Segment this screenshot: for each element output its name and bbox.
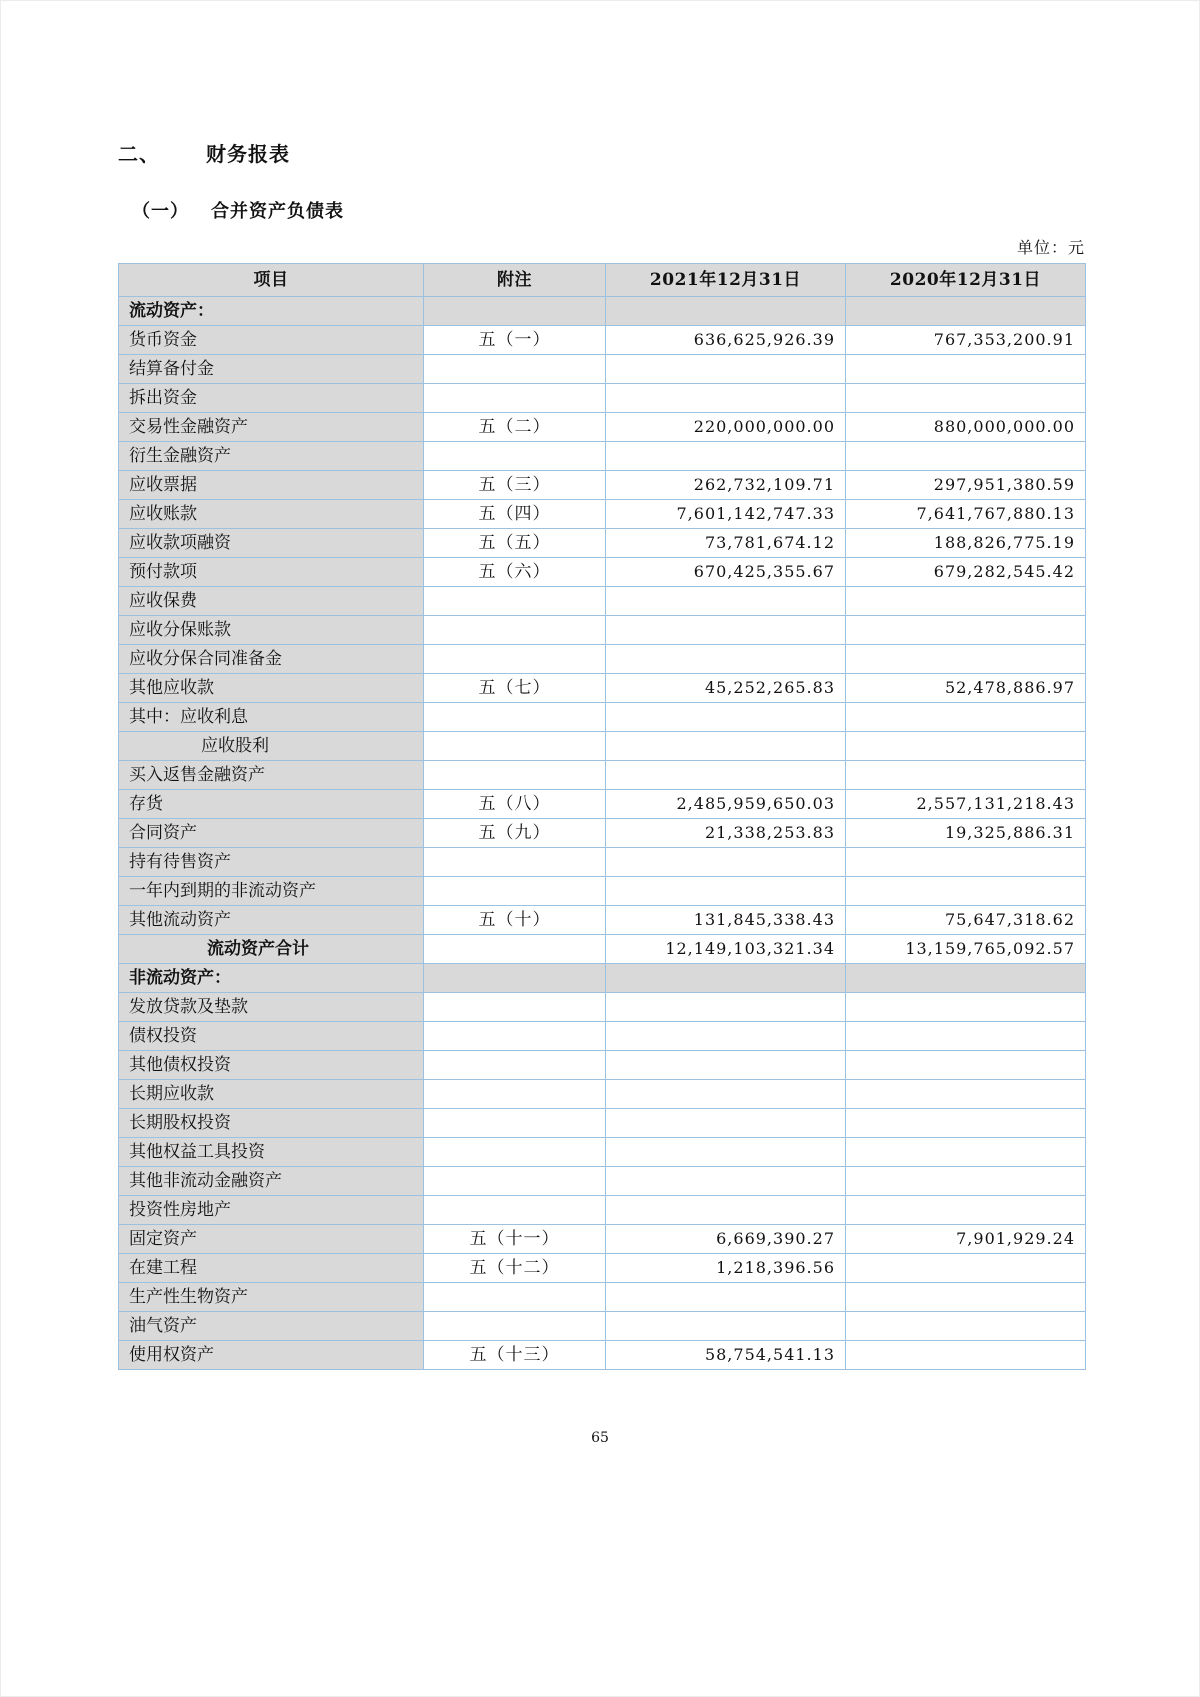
item-cell: 合同资产 bbox=[119, 819, 424, 848]
note-cell: 五（四） bbox=[424, 500, 606, 529]
table-row bbox=[119, 1312, 1086, 1341]
table-row bbox=[119, 1196, 1086, 1225]
item-cell: 预付款项 bbox=[119, 558, 424, 587]
value-2021-cell: 12,149,103,321.34 bbox=[606, 935, 846, 964]
note-cell bbox=[424, 1109, 606, 1138]
item-cell: 应收分保合同准备金 bbox=[119, 645, 424, 674]
note-cell bbox=[424, 1312, 606, 1341]
note-cell bbox=[424, 1283, 606, 1312]
value-2021-cell: 21,338,253.83 bbox=[606, 819, 846, 848]
table-row bbox=[119, 1080, 1086, 1109]
item-cell: 生产性生物资产 bbox=[119, 1283, 424, 1312]
total-row bbox=[119, 935, 1086, 964]
value-2020-cell: 297,951,380.59 bbox=[846, 471, 1086, 500]
item-cell: 流动资产合计 bbox=[119, 935, 424, 964]
value-2021-cell bbox=[606, 1283, 846, 1312]
value-2020-cell bbox=[846, 877, 1086, 906]
note-cell bbox=[424, 442, 606, 471]
note-cell bbox=[424, 645, 606, 674]
item-cell: 应收账款 bbox=[119, 500, 424, 529]
balance-sheet-table bbox=[118, 263, 1086, 1370]
table-row bbox=[119, 848, 1086, 877]
item-cell: 应收股利 bbox=[119, 732, 424, 761]
note-cell bbox=[424, 355, 606, 384]
value-2020-cell bbox=[846, 1138, 1086, 1167]
value-2020-cell bbox=[846, 1080, 1086, 1109]
value-2021-cell bbox=[606, 703, 846, 732]
item-cell: 衍生金融资产 bbox=[119, 442, 424, 471]
item-cell: 应收分保账款 bbox=[119, 616, 424, 645]
value-2020-cell: 75,647,318.62 bbox=[846, 906, 1086, 935]
item-cell: 流动资产： bbox=[119, 297, 424, 326]
value-2021-cell: 58,754,541.13 bbox=[606, 1341, 846, 1370]
value-2021-cell: 220,000,000.00 bbox=[606, 413, 846, 442]
value-2020-cell bbox=[846, 993, 1086, 1022]
value-2020-cell: 52,478,886.97 bbox=[846, 674, 1086, 703]
table-row bbox=[119, 558, 1086, 587]
subsection-number: （一） bbox=[132, 201, 189, 222]
item-cell: 其他非流动金融资产 bbox=[119, 1167, 424, 1196]
item-cell: 固定资产 bbox=[119, 1225, 424, 1254]
value-2020-cell bbox=[846, 1254, 1086, 1283]
section-row bbox=[119, 297, 1086, 326]
value-2020-cell bbox=[846, 297, 1086, 326]
item-cell: 其中：应收利息 bbox=[119, 703, 424, 732]
value-2020-cell: 19,325,886.31 bbox=[846, 819, 1086, 848]
table-row bbox=[119, 413, 1086, 442]
value-2021-cell bbox=[606, 1196, 846, 1225]
subsection-heading bbox=[132, 197, 344, 223]
value-2021-cell bbox=[606, 442, 846, 471]
note-cell bbox=[424, 1051, 606, 1080]
note-cell bbox=[424, 297, 606, 326]
table-row bbox=[119, 732, 1086, 761]
table-row bbox=[119, 1167, 1086, 1196]
note-cell bbox=[424, 587, 606, 616]
item-cell: 存货 bbox=[119, 790, 424, 819]
note-cell: 五（六） bbox=[424, 558, 606, 587]
value-2020-cell bbox=[846, 1312, 1086, 1341]
value-2020-cell bbox=[846, 703, 1086, 732]
value-2020-cell bbox=[846, 964, 1086, 993]
value-2021-cell bbox=[606, 964, 846, 993]
item-cell: 应收款项融资 bbox=[119, 529, 424, 558]
value-2020-cell: 767,353,200.91 bbox=[846, 326, 1086, 355]
value-2020-cell bbox=[846, 616, 1086, 645]
note-cell bbox=[424, 616, 606, 645]
value-2021-cell bbox=[606, 1138, 846, 1167]
value-2021-cell bbox=[606, 993, 846, 1022]
item-cell: 拆出资金 bbox=[119, 384, 424, 413]
value-2021-cell: 7,601,142,747.33 bbox=[606, 500, 846, 529]
value-2021-cell: 73,781,674.12 bbox=[606, 529, 846, 558]
section-heading bbox=[118, 138, 290, 167]
table-row bbox=[119, 703, 1086, 732]
value-2020-cell bbox=[846, 1196, 1086, 1225]
note-cell bbox=[424, 703, 606, 732]
note-cell: 五（九） bbox=[424, 819, 606, 848]
value-2020-cell: 679,282,545.42 bbox=[846, 558, 1086, 587]
note-cell: 五（三） bbox=[424, 471, 606, 500]
value-2021-cell: 45,252,265.83 bbox=[606, 674, 846, 703]
value-2020-cell bbox=[846, 1341, 1086, 1370]
table-row bbox=[119, 471, 1086, 500]
balance-sheet-body bbox=[119, 297, 1086, 1370]
value-2020-cell: 7,901,929.24 bbox=[846, 1225, 1086, 1254]
item-cell: 在建工程 bbox=[119, 1254, 424, 1283]
value-2021-cell bbox=[606, 355, 846, 384]
value-2021-cell bbox=[606, 1022, 846, 1051]
value-2020-cell bbox=[846, 355, 1086, 384]
table-row bbox=[119, 761, 1086, 790]
value-2020-cell bbox=[846, 442, 1086, 471]
note-cell: 五（五） bbox=[424, 529, 606, 558]
table-row bbox=[119, 906, 1086, 935]
value-2020-cell bbox=[846, 384, 1086, 413]
value-2020-cell bbox=[846, 587, 1086, 616]
note-cell bbox=[424, 877, 606, 906]
item-cell: 一年内到期的非流动资产 bbox=[119, 877, 424, 906]
note-cell: 五（八） bbox=[424, 790, 606, 819]
item-cell: 长期股权投资 bbox=[119, 1109, 424, 1138]
note-cell bbox=[424, 1080, 606, 1109]
table-row bbox=[119, 1109, 1086, 1138]
table-row bbox=[119, 674, 1086, 703]
table-row bbox=[119, 1051, 1086, 1080]
value-2021-cell bbox=[606, 1109, 846, 1138]
value-2021-cell bbox=[606, 297, 846, 326]
value-2020-cell bbox=[846, 732, 1086, 761]
item-cell: 其他应收款 bbox=[119, 674, 424, 703]
note-cell bbox=[424, 848, 606, 877]
note-cell bbox=[424, 1196, 606, 1225]
value-2021-cell bbox=[606, 1051, 846, 1080]
item-cell: 油气资产 bbox=[119, 1312, 424, 1341]
section-number: 二、 bbox=[118, 142, 160, 166]
column-header-2021: 2021年12月31日 bbox=[606, 264, 846, 297]
table-row bbox=[119, 1283, 1086, 1312]
table-row bbox=[119, 384, 1086, 413]
value-2021-cell: 670,425,355.67 bbox=[606, 558, 846, 587]
note-cell: 五（二） bbox=[424, 413, 606, 442]
value-2021-cell bbox=[606, 1167, 846, 1196]
note-cell bbox=[424, 1138, 606, 1167]
item-cell: 买入返售金融资产 bbox=[119, 761, 424, 790]
value-2020-cell bbox=[846, 1022, 1086, 1051]
note-cell: 五（七） bbox=[424, 674, 606, 703]
value-2021-cell bbox=[606, 1312, 846, 1341]
note-cell bbox=[424, 993, 606, 1022]
value-2020-cell bbox=[846, 1167, 1086, 1196]
table-row bbox=[119, 1022, 1086, 1051]
note-cell bbox=[424, 761, 606, 790]
value-2021-cell: 262,732,109.71 bbox=[606, 471, 846, 500]
note-cell: 五（十一） bbox=[424, 1225, 606, 1254]
item-cell: 其他流动资产 bbox=[119, 906, 424, 935]
table-row bbox=[119, 877, 1086, 906]
item-cell: 债权投资 bbox=[119, 1022, 424, 1051]
item-cell: 其他债权投资 bbox=[119, 1051, 424, 1080]
value-2020-cell: 7,641,767,880.13 bbox=[846, 500, 1086, 529]
item-cell: 投资性房地产 bbox=[119, 1196, 424, 1225]
value-2020-cell bbox=[846, 1283, 1086, 1312]
value-2020-cell bbox=[846, 761, 1086, 790]
value-2020-cell: 2,557,131,218.43 bbox=[846, 790, 1086, 819]
value-2020-cell: 188,826,775.19 bbox=[846, 529, 1086, 558]
note-cell bbox=[424, 732, 606, 761]
value-2020-cell bbox=[846, 645, 1086, 674]
item-cell: 持有待售资产 bbox=[119, 848, 424, 877]
value-2021-cell bbox=[606, 616, 846, 645]
item-cell: 非流动资产： bbox=[119, 964, 424, 993]
section-title: 财务报表 bbox=[206, 142, 290, 166]
value-2021-cell bbox=[606, 645, 846, 674]
value-2020-cell bbox=[846, 1051, 1086, 1080]
value-2021-cell bbox=[606, 848, 846, 877]
item-cell: 应收保费 bbox=[119, 587, 424, 616]
value-2020-cell bbox=[846, 1109, 1086, 1138]
note-cell bbox=[424, 384, 606, 413]
table-row bbox=[119, 819, 1086, 848]
column-header-2020: 2020年12月31日 bbox=[846, 264, 1086, 297]
column-header-item: 项目 bbox=[119, 264, 424, 297]
page-number: 65 bbox=[591, 1430, 609, 1446]
item-cell: 长期应收款 bbox=[119, 1080, 424, 1109]
table-row bbox=[119, 500, 1086, 529]
note-cell: 五（一） bbox=[424, 326, 606, 355]
value-2020-cell: 880,000,000.00 bbox=[846, 413, 1086, 442]
table-row bbox=[119, 645, 1086, 674]
table-row bbox=[119, 1138, 1086, 1167]
value-2021-cell: 2,485,959,650.03 bbox=[606, 790, 846, 819]
value-2021-cell: 6,669,390.27 bbox=[606, 1225, 846, 1254]
unit-label: 单位：元 bbox=[1016, 238, 1085, 257]
table-row bbox=[119, 616, 1086, 645]
table-header-row bbox=[119, 264, 1086, 297]
note-cell bbox=[424, 964, 606, 993]
table-row bbox=[119, 326, 1086, 355]
note-cell bbox=[424, 1022, 606, 1051]
value-2020-cell: 13,159,765,092.57 bbox=[846, 935, 1086, 964]
note-cell: 五（十二） bbox=[424, 1254, 606, 1283]
table-row bbox=[119, 1341, 1086, 1370]
table-row bbox=[119, 529, 1086, 558]
item-cell: 应收票据 bbox=[119, 471, 424, 500]
item-cell: 货币资金 bbox=[119, 326, 424, 355]
value-2020-cell bbox=[846, 848, 1086, 877]
value-2021-cell bbox=[606, 1080, 846, 1109]
note-cell bbox=[424, 935, 606, 964]
value-2021-cell: 636,625,926.39 bbox=[606, 326, 846, 355]
value-2021-cell: 131,845,338.43 bbox=[606, 906, 846, 935]
value-2021-cell bbox=[606, 384, 846, 413]
subsection-title: 合并资产负债表 bbox=[211, 201, 344, 222]
value-2021-cell bbox=[606, 877, 846, 906]
item-cell: 发放贷款及垫款 bbox=[119, 993, 424, 1022]
value-2021-cell bbox=[606, 587, 846, 616]
value-2021-cell bbox=[606, 761, 846, 790]
section-row bbox=[119, 964, 1086, 993]
table-row bbox=[119, 442, 1086, 471]
table-row bbox=[119, 587, 1086, 616]
value-2021-cell bbox=[606, 732, 846, 761]
value-2021-cell: 1,218,396.56 bbox=[606, 1254, 846, 1283]
note-cell bbox=[424, 1167, 606, 1196]
table-row bbox=[119, 790, 1086, 819]
table-row bbox=[119, 355, 1086, 384]
table-row bbox=[119, 1225, 1086, 1254]
note-cell: 五（十三） bbox=[424, 1341, 606, 1370]
column-header-note: 附注 bbox=[424, 264, 606, 297]
item-cell: 其他权益工具投资 bbox=[119, 1138, 424, 1167]
item-cell: 结算备付金 bbox=[119, 355, 424, 384]
item-cell: 使用权资产 bbox=[119, 1341, 424, 1370]
table-row bbox=[119, 1254, 1086, 1283]
item-cell: 交易性金融资产 bbox=[119, 413, 424, 442]
note-cell: 五（十） bbox=[424, 906, 606, 935]
table-row bbox=[119, 993, 1086, 1022]
